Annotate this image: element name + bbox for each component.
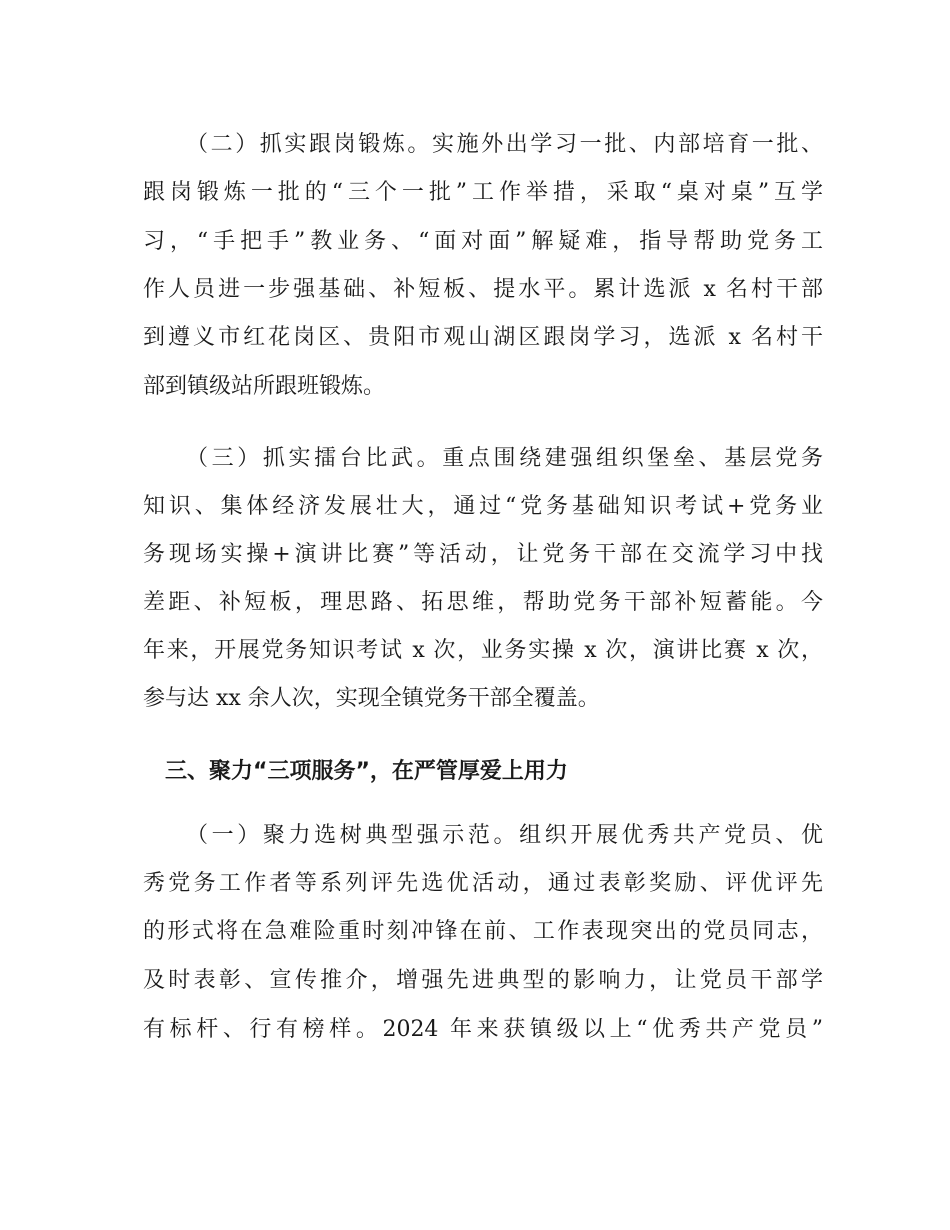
text-line: 有标杆、行有榜样。2024 年来获镇级以上“优秀共产党员” [143, 1017, 823, 1042]
text-line: 差距、补短板，理思路、拓思维，帮助党务干部补短蓄能。今 [143, 590, 823, 615]
section-heading: 三、聚力“三项服务”，在严管厚爱上用力 [165, 759, 568, 784]
text-line: 的形式将在急难险重时刻冲锋在前、工作表现突出的党员同志， [143, 919, 823, 944]
text-line: 到遵义市红花岗区、贵阳市观山湖区跟岗学习，选派 x 名村干 [143, 325, 823, 350]
text-line: 务现场实操+演讲比赛”等活动，让党务干部在交流学习中找 [143, 542, 823, 567]
text-line: 习，“手把手”教业务、“面对面”解疑难，指导帮助党务工 [143, 229, 823, 254]
text-line: 部到镇级站所跟班锻炼。 [143, 374, 386, 399]
text-line: 年来，开展党务知识考试 x 次，业务实操 x 次，演讲比赛 x 次， [143, 638, 823, 663]
text-line: 作人员进一步强基础、补短板、提水平。累计选派 x 名村干部 [143, 277, 823, 302]
text-line: 知识、集体经济发展壮大，通过“党务基础知识考试+党务业 [143, 494, 823, 519]
text-line: （二）抓实跟岗锻炼。实施外出学习一批、内部培育一批、 [186, 132, 823, 157]
text-line: 秀党务工作者等系列评先选优活动，通过表彰奖励、评优评先 [143, 871, 823, 896]
text-line: 跟岗锻炼一批的“三个一批”工作举措，采取“桌对桌”互学 [143, 180, 823, 205]
text-line: （一）聚力选树典型强示范。组织开展优秀共产党员、优 [186, 823, 823, 848]
text-line: （三）抓实擂台比武。重点围绕建强组织堡垒、基层党务 [186, 446, 823, 471]
text-line: 及时表彰、宣传推介，增强先进典型的影响力，让党员干部学 [143, 968, 823, 993]
text-line: 参与达 xx 余人次，实现全镇党务干部全覆盖。 [143, 686, 600, 711]
